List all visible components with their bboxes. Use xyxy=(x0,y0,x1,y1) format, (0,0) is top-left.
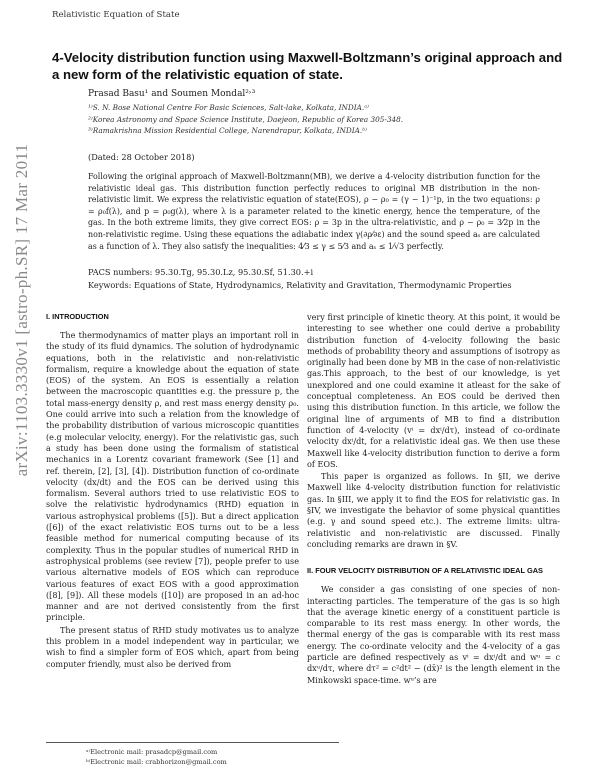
dated-line: (Dated: 28 October 2018) xyxy=(88,152,195,162)
right-column xyxy=(307,312,560,687)
footnotes xyxy=(46,742,339,767)
pacs-numbers: PACS numbers: 95.30.Tg, 95.30.Lz, 95.30.Sf, 51.30.+i xyxy=(88,267,314,277)
affiliation-item: ³⁾Ramakrishna Mission Residential College, Narendrapur, Kolkata, INDIA.ᵇ⁾ xyxy=(88,126,367,135)
authors: Prasad Basu¹ and Soumen Mondal²˒³ xyxy=(88,89,256,99)
arxiv-identifier-text: arXiv:1103.3330v1 [astro-ph.SR] 17 Mar 2011 xyxy=(12,143,31,477)
paragraph: This paper is organized as follows. In §II, we derive Maxwell like 4-velocity distribution function for relativistic gas. In §III, we apply it to find the EOS for relativistic gas. In §IV, we investigate the behavior of some physical quantities (e.g. γ and sound speed etc.). The extreme limits: ultra-relativistic and non-relativistic are discussed. Finally concluding remarks are drawn in §V. xyxy=(307,471,560,549)
running-head: Relativistic Equation of State xyxy=(52,10,180,20)
affiliation-item: ¹⁾S. N. Bose National Centre For Basic Sciences, Salt-lake, Kolkata, INDIA.ᵃ⁾ xyxy=(88,103,369,112)
paragraph: The present status of RHD study motivates us to analyze this problem in a model independent way in particular, we wish to find a simpler form of EOS which, apart from being computer friendly, must also be derived from xyxy=(46,624,299,669)
section-heading-introduction: I. INTRODUCTION xyxy=(46,312,109,321)
footnote-item: ᵇ⁾Electronic mail: crabhorizon@gmail.com xyxy=(86,758,227,766)
arxiv-identifier xyxy=(4,30,40,590)
paragraph: The thermodynamics of matter plays an important roll in the study of its fluid dynamics. The solution of hydrodynamic equations, both in the relativistic and non-relativistic formalism, require a knowledge about the equation of state (EOS) of the system. An EOS is essentially a relation between the macroscopic quantities e.g. the pressure p, the total mass-energy density ρ, and rest mass energy density ρ₀. One could arrive into such a relation from the knowledge of the probability distribution of various microscopic quantities (e.g molecular velocity, energy). For the relativistic gas, such a study has been done using the formalism of statistical mechanics in a Lorentz covariant framework (See [1] and ref. therein, [2], [3], [4]). Distribution function of co-ordinate velocity (dx/dt) and the EOS can be derived using this formalism. Several authors tried to use relativistic EOS to solve the relativistic hydrodynamics (RHD) equation in various astrophysical problems ([5]). But a direct application ([6]) of the exact relativistic EOS turns out to be a less feasible method for numerical computing because of its complexity. Thus in the popular studies of numerical RHD in astrophysical problems (see review [7]), people prefer to use various alternative models of EOS which can reproduce various features of exact EOS with a good approximation ([8], [9]). All these models ([10]) are proposed in an ad-hoc manner and are not derived consistently from the first principle. xyxy=(46,330,299,623)
keywords: Keywords: Equations of State, Hydrodynamics, Relativity and Gravitation, Thermodynamic Properties xyxy=(88,280,512,290)
paper-title: 4-Velocity distribution function using Maxwell-Boltzmann’s original approach and a new form of the relativistic equation of state. xyxy=(52,50,563,82)
footnote-item: ᵃ⁾Electronic mail: prasadcp@gmail.com xyxy=(86,748,218,756)
abstract: Following the original approach of Maxwell-Boltzmann(MB), we derive a 4-velocity distribution function for the relativistic ideal gas. This distribution function perfectly reduces to original MB distribution in the non-relativistic limit. We express the relativistic equation of state(EOS), ρ − ρ₀ = (γ − 1)⁻¹p, in the two equations: ρ = ρ₀f(λ), and p = ρ₀g(λ), where λ is a parameter related to the kinetic energy, hence the temperature, of the gas. In the both extreme limits, they give correct EOS: ρ = 3p in the ultra-relativistic, and ρ − ρ₀ = 3⁄2p in the non-relativistic regime. Using these equations the adiabatic index γ(∂ρ⁄∂ε) and the sound speed aₛ are calculated as a function of λ. They also satisfy the inequalities: 4⁄3 ≤ γ ≤ 5⁄3 and aₛ ≤ 1⁄√3 perfectly. xyxy=(88,172,540,251)
paragraph-continued: very first principle of kinetic theory. At this point, it would be interesting to see whether one could derive a probability distribution function of 4-velocity following the basic methods of probability theory and assumptions of isotropy as originally had been done by MB in the case of non-relativistic gas.This approach, to the best of our knowledge, is yet unexplored and one could examine it atleast for the sake of conceptual completeness. An EOS could be derived then using this distribution function. In this article, we follow the original line of arguments of MB to find a distribution function of 4-velocity (vⁱ = dxⁱ/dτ), instead of co-ordinate velocity dxⁱ/dt, for a relativistic ideal gas. We then use these Maxwell like 4-velocity distribution function to derive a form of EOS. xyxy=(307,312,560,469)
left-column xyxy=(46,312,299,671)
affiliation-item: ²⁾Korea Astronomy and Space Science Institute, Daejeon, Republic of Korea 305-348. xyxy=(88,114,404,124)
affiliations xyxy=(88,102,403,137)
section-heading-four-velocity: II. FOUR VELOCITY DISTRIBUTION OF A RELATIVISTIC IDEAL GAS xyxy=(307,566,543,576)
paragraph: We consider a gas consisting of one species of non-interacting particles. The temperature of the gas is so high that the average kinetic energy of a constituent particle is comparable to its rest mass energy. In other words, the thermal energy of the gas is comparable with its rest mass energy. The co-ordinate velocity and the 4-velocity of a gas particle are defined respectively as vⁱ = dxⁱ/dt and wᵘ = c dxᵘ/dτ, where dτ² = c²dt² − (dx̄)² is the length element in the Minkowski space-time. wᵘ’s are xyxy=(307,584,560,685)
